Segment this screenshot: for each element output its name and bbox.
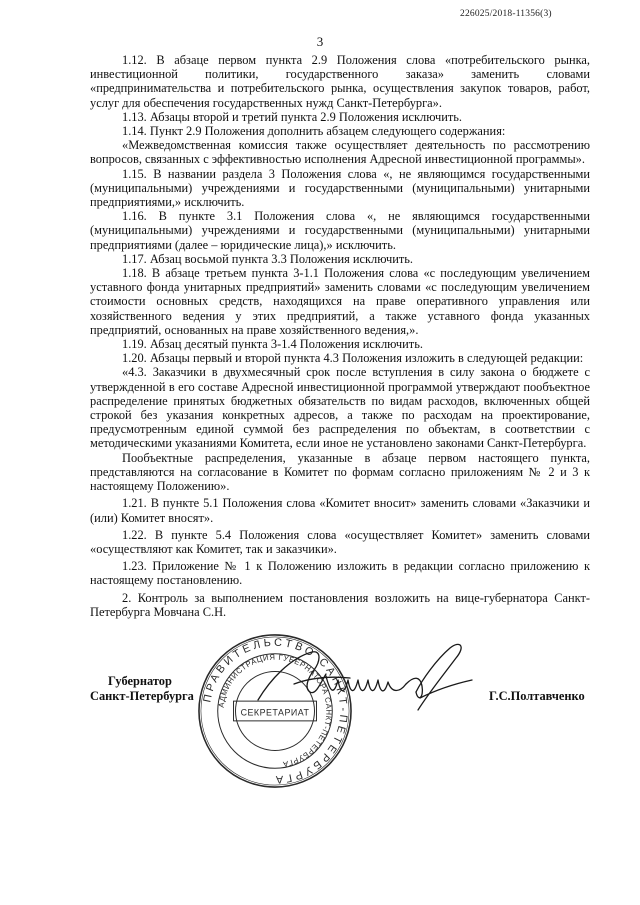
paragraph-quote-4-3: «4.3. Заказчики в двухмесячный срок после вступления в силу закона о бюджете с утвержденной в его составе Адресной инвестиционной программой утверждают пообъектное распределение принятых бюджетных обязательств по видам расходов, включенных общей строкой без указания конкретных адресов, а также по расходам на проектирование, предусмотренным единой суммой без распределения по объектам, в соответствии с методическими указаниями Комитета, если иное не установлено законами Санкт-Петербурга. <box>90 365 590 451</box>
handwritten-signature <box>250 640 480 720</box>
page-number: 3 <box>316 34 324 49</box>
signatory-name: Г.С.Полтавченко <box>489 689 585 703</box>
document-body <box>90 53 590 619</box>
paragraph-1-12: 1.12. В абзаце первом пункта 2.9 Положения слова «потребительского рынка, инвестиционной политики, государственного заказа» заменить словами «предпринимательства и потребительского рынка, осуществления закупок товаров, работ, услуг для обеспечения государственных нужд Санкт-Петербурга». <box>90 53 590 110</box>
paragraph-quote-commission: «Межведомственная комиссия также осуществляет деятельность по рассмотрению вопросов, связанных с эффективностью исполнения Адресной инвестиционной программы». <box>90 138 590 167</box>
paragraph-1-18: 1.18. В абзаце третьем пункта 3-1.1 Положения слова «с последующим увеличением уставного фонда унитарных предприятий» заменить словами «с последующим увеличением стоимости основных средств, находящихся на праве оперативного управления или хозяйственного ведения у этих предприятий, а также уставного фонда указанных предприятий, основанных на праве хозяйственного ведения,». <box>90 266 590 337</box>
stamp-inner-text: АДМИНИСТРАЦИЯ ГУБЕРНАТОРА САНКТ-ПЕТЕРБУРГА <box>216 652 334 769</box>
signatory-title-line2: Санкт-Петербурга <box>90 689 194 703</box>
paragraph-1-17: 1.17. Абзац восьмой пункта 3.3 Положения исключить. <box>122 251 414 266</box>
paragraph-1-21: 1.21. В пункте 5.1 Положения слова «Комитет вносит» заменить словами «Заказчики и (или) Комитет вносят». <box>90 496 590 525</box>
paragraph-quote-distribution: Пообъектные распределения, указанные в абзаце первом настоящего пункта, представляются на согласование в Комитет по формам согласно приложениям № 2 и 3 к настоящему Положению». <box>90 450 590 494</box>
paragraph-1-15: 1.15. В названии раздела 3 Положения слова «, не являющимся государственными (муниципальными) учреждениями и государственными (муниципальными) унитарными предприятиями,» исключить. <box>90 166 590 210</box>
paragraph-1-14: 1.14. Пункт 2.9 Положения дополнить абзацем следующего содержания: <box>122 124 506 139</box>
signatory-title-line1: Губернатор <box>108 674 172 688</box>
stamp-center-text: СЕКРЕТАРИАТ <box>240 707 310 718</box>
paragraph-1-13: 1.13. Абзацы второй и третий пункта 2.9 Положения исключить. <box>122 109 463 124</box>
paragraph-2: 2. Контроль за выполнением постановления возложить на вице-губернатора Санкт-Петербурга Мовчана С.Н. <box>90 590 590 619</box>
paragraph-1-20: 1.20. Абзацы первый и второй пункта 4.3 Положения изложить в следующей редакции: <box>122 351 584 366</box>
signatory-title <box>90 674 194 704</box>
paragraph-1-16: 1.16. В пункте 3.1 Положения слова «, не являющимся государственными (муниципальными) учреждениями и государственными (муниципальными) унитарными предприятиями (далее – юридические лица),» исключить. <box>90 209 590 252</box>
paragraph-1-22: 1.22. В пункте 5.4 Положения слова «осуществляет Комитет» заменить словами «осуществляют как Комитет, так и заказчики». <box>90 527 590 556</box>
document-number: 226025/2018-11356(3) <box>460 9 552 19</box>
stamp-outer-text: ПРАВИТЕЛЬСТВО САНКТ-ПЕТЕРБУРГА <box>201 636 350 786</box>
paragraph-1-19: 1.19. Абзац десятый пункта 3-1.4 Положения исключить. <box>122 337 423 352</box>
paragraph-1-23: 1.23. Приложение № 1 к Положению изложить в редакции согласно приложению к настоящему постановлению. <box>90 559 590 588</box>
